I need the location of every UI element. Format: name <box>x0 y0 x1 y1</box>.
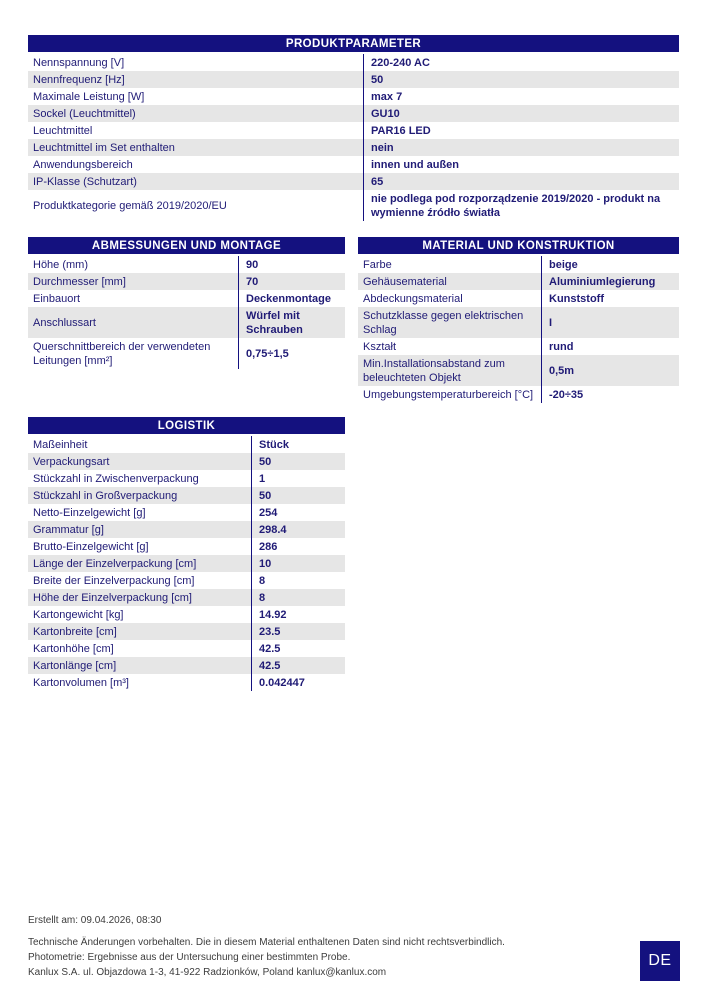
row-value: beige <box>541 256 679 273</box>
row-label: Anschlussart <box>33 316 96 329</box>
row-label: Anwendungsbereich <box>33 158 133 171</box>
table-row <box>28 54 679 71</box>
row-value: 50 <box>363 71 679 88</box>
row-label: Leuchtmittel im Set enthalten <box>33 141 175 154</box>
row-value: 50 <box>251 487 345 504</box>
footer-disclaimer-line: Technische Änderungen vorbehalten. Die in diesem Material enthaltenen Daten sind nicht rechtsverbindlich. <box>28 937 505 948</box>
row-label: Kartongewicht [kg] <box>33 608 124 621</box>
row-label: Querschnittbereich der verwendeten Leitungen [mm²] <box>33 340 211 367</box>
row-label: Einbauort <box>33 292 81 305</box>
row-value: Würfel mit Schrauben <box>238 307 345 338</box>
logistik-body <box>28 436 345 691</box>
row-label: Höhe (mm) <box>33 258 89 271</box>
table-row <box>358 338 679 355</box>
row-value: 8 <box>251 589 345 606</box>
row-label: Höhe der Einzelverpackung [cm] <box>33 591 192 604</box>
abmessungen-table <box>28 237 345 369</box>
row-label: Schutzklasse gegen elektrischen Schlag <box>363 309 524 336</box>
table-row <box>28 470 345 487</box>
material-table <box>358 237 679 403</box>
table-row <box>28 338 345 369</box>
row-label: Netto-Einzelgewicht [g] <box>33 506 146 519</box>
language-badge: DE <box>640 941 680 981</box>
row-value: 298.4 <box>251 521 345 538</box>
row-label: Kartonlänge [cm] <box>33 659 117 672</box>
row-label: Kartonhöhe [cm] <box>33 642 114 655</box>
row-value: -20÷35 <box>541 386 679 403</box>
row-value: 50 <box>251 453 345 470</box>
row-label: Durchmesser [mm] <box>33 275 126 288</box>
material-body <box>358 256 679 403</box>
abmessungen-title: ABMESSUNGEN UND MONTAGE <box>28 237 345 254</box>
row-label: Stückzahl in Zwischenverpackung <box>33 472 199 485</box>
row-value: nie podlega pod rozporządzenie 2019/2020 - produkt na wymienne źródło światła <box>363 190 679 221</box>
row-label: Breite der Einzelverpackung [cm] <box>33 574 195 587</box>
row-label: Produktkategorie gemäß 2019/2020/EU <box>33 199 227 212</box>
row-label: Sockel (Leuchtmittel) <box>33 107 136 120</box>
table-row <box>358 273 679 290</box>
table-row <box>28 487 345 504</box>
table-row <box>28 307 345 338</box>
table-row <box>28 290 345 307</box>
table-row <box>28 606 345 623</box>
table-row <box>358 386 679 403</box>
table-row <box>28 105 679 122</box>
table-row <box>358 290 679 307</box>
table-row <box>28 139 679 156</box>
table-row <box>28 156 679 173</box>
row-value: 254 <box>251 504 345 521</box>
row-label: Kartonbreite [cm] <box>33 625 117 638</box>
row-label: Kształt <box>363 340 397 353</box>
row-value: 10 <box>251 555 345 572</box>
row-value: innen und außen <box>363 156 679 173</box>
row-label: Min.Installationsabstand zum beleuchteten Objekt <box>363 357 505 384</box>
row-label: Kartonvolumen [m³] <box>33 676 129 689</box>
row-label: Nennfrequenz [Hz] <box>33 73 125 86</box>
table-row <box>28 173 679 190</box>
produktparameter-table <box>28 35 679 221</box>
table-row <box>28 122 679 139</box>
row-label: Verpackungsart <box>33 455 110 468</box>
row-label: Nennspannung [V] <box>33 56 125 69</box>
footer-created-line: Erstellt am: 09.04.2026, 08:30 <box>28 915 162 926</box>
footer <box>28 913 608 980</box>
table-row <box>358 307 679 338</box>
row-value: 65 <box>363 173 679 190</box>
row-label: Stückzahl in Großverpackung <box>33 489 178 502</box>
table-row <box>28 190 679 221</box>
row-value: 220-240 AC <box>363 54 679 71</box>
row-value: 1 <box>251 470 345 487</box>
row-value: PAR16 LED <box>363 122 679 139</box>
middle-tables-row <box>28 237 679 403</box>
table-row <box>28 572 345 589</box>
table-row <box>28 436 345 453</box>
row-value: 90 <box>238 256 345 273</box>
table-row <box>28 589 345 606</box>
row-value: 23.5 <box>251 623 345 640</box>
abmessungen-body <box>28 256 345 369</box>
table-row <box>28 555 345 572</box>
row-value: I <box>541 307 679 338</box>
row-value: 42.5 <box>251 640 345 657</box>
table-row <box>28 88 679 105</box>
row-value: 70 <box>238 273 345 290</box>
row-label: Leuchtmittel <box>33 124 93 137</box>
row-label: Maßeinheit <box>33 438 88 451</box>
row-label: Grammatur [g] <box>33 523 104 536</box>
table-row <box>28 657 345 674</box>
row-label: Brutto-Einzelgewicht [g] <box>33 540 149 553</box>
table-row <box>28 521 345 538</box>
row-label: Gehäusematerial <box>363 275 447 288</box>
row-value: 0,5m <box>541 355 679 386</box>
table-row <box>28 674 345 691</box>
row-value: Aluminiumlegierung <box>541 273 679 290</box>
row-value: Deckenmontage <box>238 290 345 307</box>
row-label: IP-Klasse (Schutzart) <box>33 175 137 188</box>
table-row <box>28 538 345 555</box>
table-row <box>28 640 345 657</box>
row-value: rund <box>541 338 679 355</box>
row-label: Farbe <box>363 258 392 271</box>
row-value: 0,75÷1,5 <box>238 338 345 369</box>
row-value: 286 <box>251 538 345 555</box>
row-value: 14.92 <box>251 606 345 623</box>
row-value: Stück <box>251 436 345 453</box>
table-row <box>28 504 345 521</box>
row-label: Abdeckungsmaterial <box>363 292 463 305</box>
row-label: Umgebungstemperaturbereich [°C] <box>363 388 534 401</box>
footer-address-line: Kanlux S.A. ul. Objazdowa 1-3, 41-922 Radzionków, Poland kanlux@kanlux.com <box>28 967 387 978</box>
produktparameter-body <box>28 54 679 221</box>
footer-photometry-line: Photometrie: Ergebnisse aus der Untersuchung einer bestimmten Probe. <box>28 952 351 963</box>
table-row <box>358 256 679 273</box>
table-row <box>28 273 345 290</box>
table-row <box>28 623 345 640</box>
material-title: MATERIAL UND KONSTRUKTION <box>358 237 679 254</box>
row-value: 42.5 <box>251 657 345 674</box>
logistik-title: LOGISTIK <box>28 417 345 434</box>
row-label: Länge der Einzelverpackung [cm] <box>33 557 197 570</box>
produktparameter-title: PRODUKTPARAMETER <box>28 35 679 52</box>
row-value: max 7 <box>363 88 679 105</box>
table-row <box>28 71 679 88</box>
row-value: GU10 <box>363 105 679 122</box>
row-value: nein <box>363 139 679 156</box>
row-value: Kunststoff <box>541 290 679 307</box>
logistik-table <box>28 417 345 691</box>
table-row <box>28 256 345 273</box>
row-value: 0.042447 <box>251 674 345 691</box>
row-label: Maximale Leistung [W] <box>33 90 145 103</box>
table-row <box>358 355 679 386</box>
table-row <box>28 453 345 470</box>
row-value: 8 <box>251 572 345 589</box>
